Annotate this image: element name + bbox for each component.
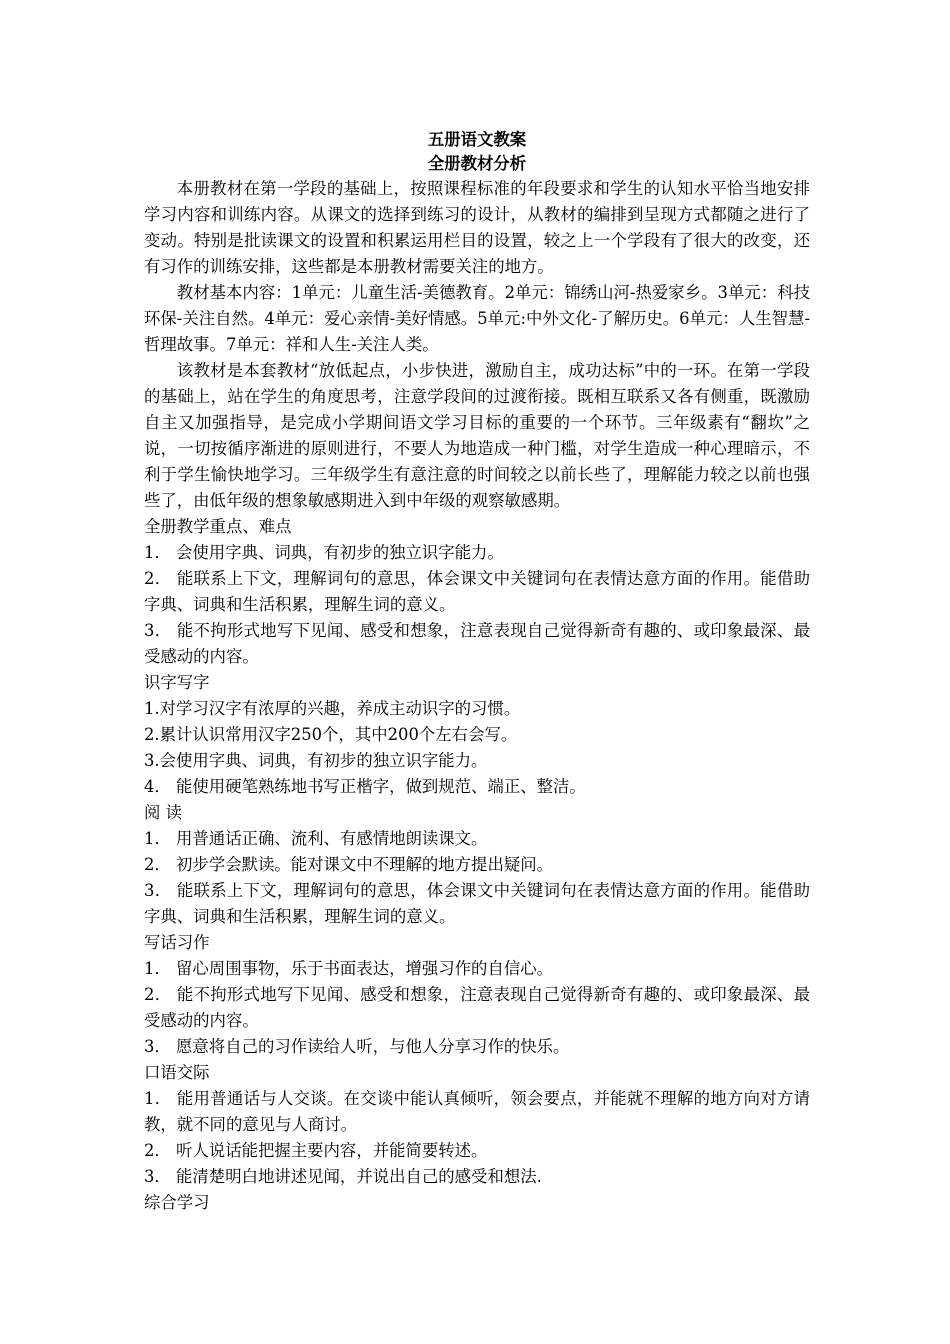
list-item: 1． 留心周围事物，乐于书面表达，增强习作的自信心。 [144, 959, 554, 978]
list-item: 3． 能清楚明白地讲述见闻，并说出自己的感受和想法. [144, 1167, 542, 1186]
list-item: 1． 能用普通话与人交谈。在交谈中能认真倾听，领会要点，并能就不理解的地方向对方请教，就不同的意见与人商讨。 [144, 1089, 810, 1134]
section-heading-oral: 口语交际 [144, 1063, 210, 1082]
list-item: 1． 会使用字典、词典，有初步的独立识字能力。 [144, 543, 504, 562]
section-heading-literacy: 识字写字 [144, 673, 210, 692]
list-item: 2． 能不拘形式地写下见闻、感受和想象，注意表现自己觉得新奇有趣的、或印象最深、最受感动的内容。 [144, 985, 810, 1030]
list-item: 3． 能不拘形式地写下见闻、感受和想象，注意表现自己觉得新奇有趣的、或印象最深、最受感动的内容。 [144, 621, 810, 666]
list-item: 1.对学习汉字有浓厚的兴趣，养成主动识字的习惯。 [144, 699, 521, 718]
content-paragraph: 教材基本内容：1单元：儿童生活-美德教育。2单元：锦绣山河-热爱家乡。3单元：科技环保-关注自然。4单元：爱心亲情-美好情感。5单元:中外文化-了解历史。6单元：人生智慧-哲理故事。7单元：祥和人生-关注人类。 [144, 283, 810, 354]
section-heading-comprehensive: 综合学习 [144, 1193, 210, 1212]
list-item: 2． 初步学会默读。能对课文中不理解的地方提出疑问。 [144, 855, 554, 874]
document-subtitle: 全册教材分析 [427, 154, 527, 173]
list-item: 2． 听人说话能把握主要内容，并能简要转述。 [144, 1141, 488, 1160]
list-item: 1． 用普通话正确、流利、有感情地朗读课文。 [144, 829, 488, 848]
section-heading-key-points: 全册教学重点、难点 [144, 517, 292, 536]
section-heading-reading: 阅 读 [144, 803, 182, 822]
list-item: 2． 能联系上下文，理解词句的意思，体会课文中关键词句在表情达意方面的作用。能借助字典、词典和生活积累，理解生词的意义。 [144, 569, 810, 614]
list-item: 2.累计认识常用汉字250个，其中200个左右会写。 [144, 725, 518, 744]
intro-paragraph: 本册教材在第一学段的基础上，按照课程标准的年段要求和学生的认知水平恰当地安排学习内容和训练内容。从课文的选择到练习的设计，从教材的编排到呈现方式都随之进行了变动。特别是批读课文的设置和积累运用栏目的设置，较之上一个学段有了很大的改变，还有习作的训练安排，这些都是本册教材需要关注的地方。 [144, 179, 810, 276]
section-heading-writing: 写话习作 [144, 933, 210, 952]
list-item: 3.会使用字典、词典，有初步的独立识字能力。 [144, 751, 488, 770]
document-title: 五册语文教案 [427, 130, 527, 149]
list-item: 4． 能使用硬笔熟练地书写正楷字，做到规范、端正、整洁。 [144, 777, 586, 796]
list-item: 3． 愿意将自己的习作读给人听，与他人分享习作的快乐。 [144, 1037, 570, 1056]
analysis-paragraph: 该教材是本套教材“放低起点，小步快进，激励自主，成功达标”中的一环。在第一学段的基础上，站在学生的角度思考，注意学段间的过渡衔接。既相互联系又各有侧重，既激励自主又加强指导，是完成小学期间语文学习目标的重要的一个环节。三年级素有“翻坎”之说，一切按循序渐进的原则进行，不要人为地造成一种门槛，对学生造成一种心理暗示，不利于学生愉快地学习。三年级学生有意注意的时间较之以前长些了，理解能力较之以前也强些了，由低年级的想象敏感期进入到中年级的观察敏感期。 [144, 361, 810, 510]
list-item: 3． 能联系上下文，理解词句的意思，体会课文中关键词句在表情达意方面的作用。能借助字典、词典和生活积累，理解生词的意义。 [144, 881, 810, 926]
document-body [144, 128, 810, 1216]
